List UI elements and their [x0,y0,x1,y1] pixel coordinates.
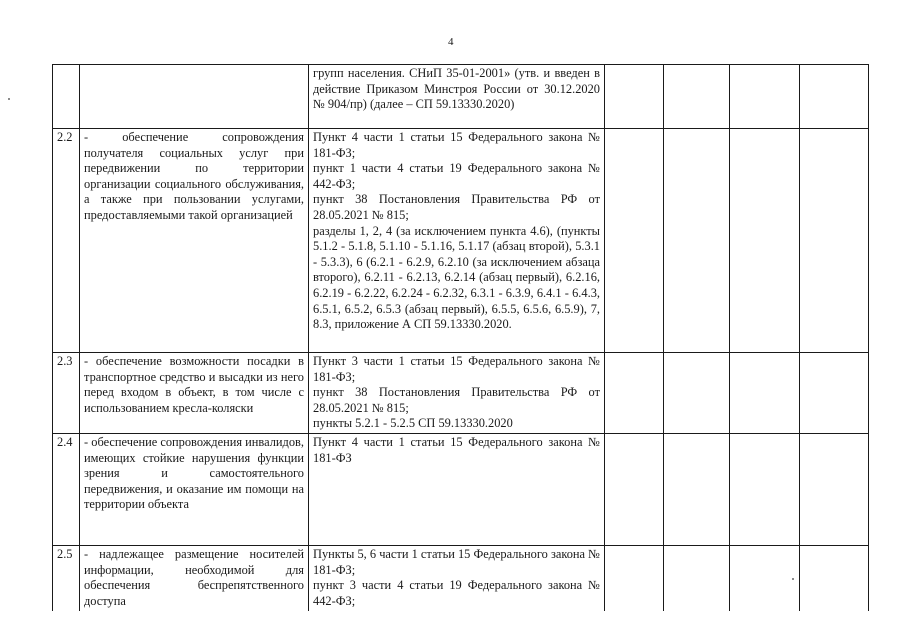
empty-cell [730,545,800,611]
empty-cell [605,129,664,353]
row-requirement: - обеспечение сопровождения инвалидов, имеющих стойкие нарушения функции зрения и самостоятельного передвижения, и оказание им помощи на территории объекта [80,433,309,545]
row-requirement: - обеспечение сопровождения получателя социальных услуг при передвижении по территории организации социального обслуживания, а также при пользовании услугами, предоставляемыми такой организацией [80,129,309,353]
table-row [53,353,869,434]
empty-cell [605,545,664,611]
empty-cell [800,65,869,129]
row-requirement: - надлежащее размещение носителей информации, необходимой для обеспечения беспрепятственного доступа [80,545,309,611]
row-number [53,65,80,129]
reference-line: пункты 5.2.1 - 5.2.5 СП 59.13330.2020 [313,416,513,431]
table-row [53,129,869,353]
empty-cell [800,129,869,353]
empty-cell [664,65,730,129]
reference-line: разделы 1, 2, 4 (за исключением пункта 4.6), (пункты 5.1.2 - 5.1.8, 5.1.10 - 5.1.16, 5.1.17 (абзац второй), 5.3.1 - 5.3.3), 6 (6.2.1 - 6.2.9, 6.2.10 (за исключением абзаца второго), 6.2.11 - 6.2.13, 6.2.14 (абзац первый), 6.2.16, 6.2.19 - 6.2.22, 6.2.24 - 6.2.32, 6.3.1 - 6.3.9, 6.4.1 - 6.4.3, 6.5.1, 6.5.2, 6.5.3 (абзац первый), 6.5.5, 6.5.6, 6.5.9), 7, 8.3, приложение А СП 59.13330.2020. [313,223,600,332]
empty-cell [730,129,800,353]
reference-line: пункт 38 Постановления Правительства РФ от 28.05.2021 № 815; [313,192,600,222]
reference-line: Пункт 4 части 1 статьи 15 Федерального закона № 181-ФЗ [313,434,600,465]
row-number: 2.2 [53,129,80,353]
reference-line: Пункты 5, 6 части 1 статьи 15 Федерального закона № 181-ФЗ; [313,546,600,577]
scan-speck [8,98,10,100]
empty-cell [664,129,730,353]
reference-line: Пункт 4 части 1 статьи 15 Федерального закона № 181-ФЗ; [313,130,600,160]
row-number: 2.4 [53,433,80,545]
empty-cell [605,433,664,545]
empty-cell [800,545,869,611]
empty-cell [730,433,800,545]
row-number: 2.3 [53,353,80,434]
row-references [309,545,605,611]
row-references [309,65,605,129]
row-number: 2.5 [53,545,80,611]
row-references [309,433,605,545]
page-number: 4 [448,36,454,48]
reference-line: групп населения. СНиП 35-01-2001» (утв. и введен в действие Приказом Минстроя России от 30.12.2020 № 904/пр) (далее – СП 59.13330.2020) [313,66,600,112]
empty-cell [800,353,869,434]
table-row [53,433,869,545]
row-references [309,129,605,353]
empty-cell [730,65,800,129]
empty-cell [730,353,800,434]
table-row [53,545,869,611]
empty-cell [605,353,664,434]
requirements-table [52,64,869,611]
empty-cell [664,545,730,611]
reference-line: пункт 38 Постановления Правительства РФ от 28.05.2021 № 815; [313,385,600,415]
reference-line: Пункт 3 части 1 статьи 15 Федерального закона № 181-ФЗ; [313,354,600,384]
empty-cell [664,353,730,434]
row-requirement [80,65,309,129]
table-row [53,65,869,129]
row-requirement: - обеспечение возможности посадки в транспортное средство и высадки из него перед входом в объект, в том числе с использованием кресла-коляски [80,353,309,434]
empty-cell [605,65,664,129]
empty-cell [664,433,730,545]
empty-cell [800,433,869,545]
reference-line: пункт 3 части 4 статьи 19 Федерального закона № 442-ФЗ; [313,578,600,608]
row-references [309,353,605,434]
reference-line: пункт 1 части 4 статьи 19 Федерального закона № 442-ФЗ; [313,161,600,191]
